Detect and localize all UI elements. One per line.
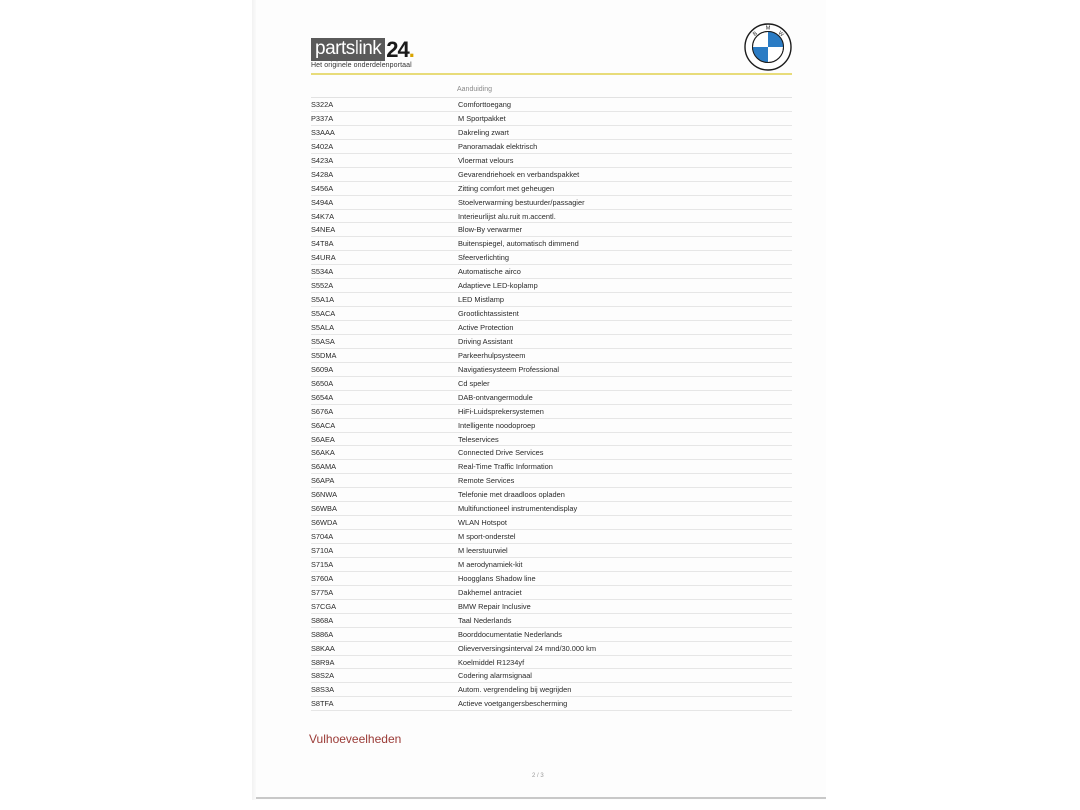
option-code: S423A: [311, 155, 334, 165]
option-description: Connected Drive Services: [458, 448, 544, 458]
option-code: S8TFA: [311, 699, 334, 709]
table-row: [311, 223, 792, 237]
table-row: [311, 140, 792, 154]
option-description: Remote Services: [458, 476, 515, 486]
option-description: M leerstuurwiel: [458, 546, 508, 555]
option-code: S4K7A: [311, 211, 335, 221]
option-code: S5A1A: [311, 295, 335, 305]
option-description: Active Protection: [458, 323, 514, 332]
page-number: 2 / 3: [532, 773, 544, 779]
table-row: [311, 307, 792, 321]
table-row: [311, 405, 792, 419]
table-row: [311, 516, 792, 530]
option-description: BMW Repair Inclusive: [458, 601, 531, 611]
table-row: [311, 600, 792, 614]
table-row: [311, 196, 792, 210]
option-code: S6APA: [311, 476, 335, 486]
bmw-logo: [744, 23, 792, 71]
option-description: Vloermat velours: [458, 155, 514, 165]
svg-text:M: M: [765, 25, 771, 32]
svg-text:B: B: [752, 30, 759, 38]
option-description: Telefonie met draadloos opladen: [458, 490, 565, 500]
option-code: S428A: [311, 169, 334, 179]
option-code: S5ALA: [311, 323, 335, 332]
table-row: [311, 642, 792, 656]
option-code: S6AKA: [311, 448, 335, 458]
option-description: Stoelverwarming bestuurder/passagier: [458, 197, 585, 207]
option-code: S4URA: [311, 253, 336, 263]
option-code: S886A: [311, 629, 334, 639]
option-description: Teleservices: [458, 434, 499, 444]
option-description: M aerodynamiek-kit: [458, 559, 523, 569]
table-row: [311, 112, 792, 126]
logo-number: 24.: [386, 37, 414, 62]
option-code: S704A: [311, 532, 334, 542]
table-row: [311, 558, 792, 572]
svg-text:W: W: [776, 30, 785, 39]
option-code: S609A: [311, 364, 334, 374]
table-row: [311, 586, 792, 600]
table-row: [311, 154, 792, 168]
option-code: S6WBA: [311, 504, 337, 514]
table-row: [311, 419, 792, 433]
option-description: Real-Time Traffic Information: [458, 462, 553, 472]
option-description: Blow-By verwarmer: [458, 225, 523, 235]
option-code: S6WDA: [311, 518, 338, 528]
option-code: S650A: [311, 378, 334, 388]
table-row: [311, 433, 792, 447]
option-code: S5ASA: [311, 336, 335, 346]
option-description: Cd speler: [458, 378, 490, 388]
page-bottom-edge: [256, 797, 826, 799]
table-row: [311, 572, 792, 586]
table-row: [311, 697, 792, 711]
table-row: [311, 460, 792, 474]
option-description: Codering alarmsignaal: [458, 671, 532, 681]
option-code: S3AAA: [311, 127, 335, 137]
table-row: [311, 530, 792, 544]
option-description: Hoogglans Shadow line: [458, 573, 536, 583]
option-code: S8S3A: [311, 685, 335, 695]
table-row: [311, 210, 792, 224]
option-description: Intelligente noodoproep: [458, 420, 536, 430]
table-row: [311, 168, 792, 182]
table-row: [311, 488, 792, 502]
option-code: S5DMA: [311, 350, 337, 360]
option-code: P337A: [311, 113, 334, 123]
option-description: Adaptieve LED-koplamp: [458, 281, 538, 291]
option-description: HiFi-Luidsprekersystemen: [458, 406, 544, 416]
option-description: Gevarendriehoek en verbandspakket: [458, 169, 580, 179]
table-row: [311, 656, 792, 670]
option-description: Autom. vergrendeling bij wegrijden: [458, 685, 572, 695]
option-code: S710A: [311, 546, 334, 555]
option-code: S6AMA: [311, 462, 337, 472]
table-row: [311, 544, 792, 558]
column-header-aanduiding: Aanduiding: [457, 86, 493, 93]
option-description: Koelmiddel R1234yf: [458, 657, 525, 667]
option-description: Navigatiesysteem Professional: [458, 364, 560, 374]
option-description: Buitenspiegel, automatisch dimmend: [458, 239, 579, 249]
option-code: S6ACA: [311, 420, 336, 430]
table-row: [311, 614, 792, 628]
option-description: M Sportpakket: [458, 113, 506, 123]
option-code: S4NEA: [311, 225, 336, 235]
option-code: S654A: [311, 392, 334, 402]
table-row: [311, 98, 792, 112]
option-description: Automatische airco: [458, 267, 521, 277]
option-code: S6NWA: [311, 490, 338, 500]
logo-tagline: Het originele onderdelenportaal: [311, 62, 412, 69]
option-description: Parkeerhulpsysteem: [458, 350, 526, 360]
table-row: [311, 474, 792, 488]
option-code: S494A: [311, 197, 334, 207]
option-code: S8R9A: [311, 657, 335, 667]
table-row: [311, 182, 792, 196]
option-description: Multifunctioneel instrumentendisplay: [458, 504, 578, 514]
option-description: Boorddocumentatie Nederlands: [458, 629, 562, 639]
option-description: Driving Assistant: [458, 336, 513, 346]
option-code: S456A: [311, 183, 334, 193]
option-description: Grootlichtassistent: [458, 309, 519, 319]
table-row: [311, 446, 792, 460]
option-code: S676A: [311, 406, 334, 416]
option-description: Interieurlijst alu.ruit m.accentl.: [458, 211, 556, 221]
option-description: LED Mistlamp: [458, 295, 504, 305]
option-description: Taal Nederlands: [458, 615, 512, 625]
table-row: [311, 265, 792, 279]
logo-wordmark: partslink: [311, 38, 385, 61]
option-description: Comforttoegang: [458, 100, 511, 109]
option-code: S402A: [311, 141, 334, 151]
option-description: Dakhemel antraciet: [458, 587, 522, 597]
option-description: M sport-onderstel: [458, 532, 516, 542]
table-row: [311, 669, 792, 683]
table-row: [311, 279, 792, 293]
option-code: S760A: [311, 573, 334, 583]
option-code: S775A: [311, 587, 334, 597]
table-row: [311, 293, 792, 307]
table-row: [311, 683, 792, 697]
option-code: S715A: [311, 559, 334, 569]
option-code: S322A: [311, 100, 334, 109]
option-description: Olieverversingsinterval 24 mnd/30.000 km: [458, 643, 597, 653]
option-code: S534A: [311, 267, 334, 277]
option-code: S8S2A: [311, 671, 335, 681]
option-description: Actieve voetgangersbescherming: [458, 699, 568, 709]
option-code: S4T8A: [311, 239, 334, 249]
table-row: [311, 251, 792, 265]
option-description: Dakreling zwart: [458, 127, 509, 137]
option-code: S7CGA: [311, 601, 337, 611]
option-code: S5ACA: [311, 309, 336, 319]
option-code: S552A: [311, 281, 334, 291]
table-row: [311, 321, 792, 335]
option-description: DAB-ontvangermodule: [458, 392, 533, 402]
option-description: Panoramadak elektrisch: [458, 141, 538, 151]
table-row: [311, 391, 792, 405]
table-row: [311, 349, 792, 363]
option-table: [311, 98, 792, 711]
option-description: Zitting comfort met geheugen: [458, 183, 555, 193]
table-row: [311, 502, 792, 516]
option-code: S6AEA: [311, 434, 335, 444]
table-row: [311, 335, 792, 349]
partslink24-logo: [311, 38, 414, 69]
table-row: [311, 628, 792, 642]
option-description: WLAN Hotspot: [458, 518, 507, 528]
option-description: Sfeerverlichting: [458, 253, 509, 263]
section-title-vulhoeveelheden: Vulhoeveelheden: [309, 732, 402, 746]
table-row: [311, 126, 792, 140]
table-row: [311, 377, 792, 391]
table-row: [311, 237, 792, 251]
option-code: S8KAA: [311, 643, 335, 653]
table-row: [311, 363, 792, 377]
header-divider: [311, 73, 792, 75]
option-code: S868A: [311, 615, 334, 625]
